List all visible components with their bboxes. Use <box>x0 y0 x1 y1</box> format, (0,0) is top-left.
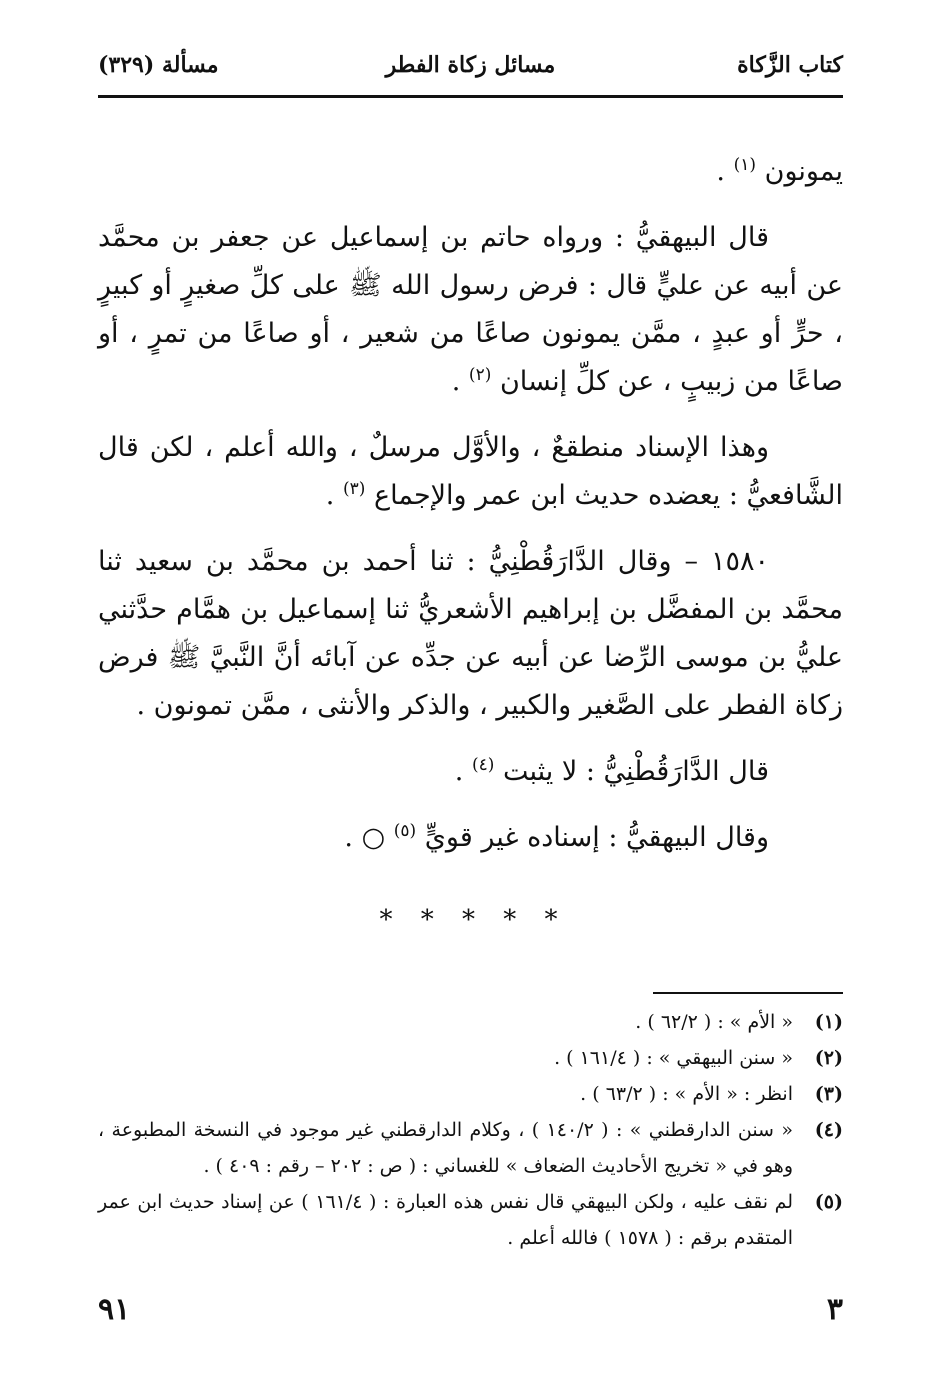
footnote-ref-4: (٤) <box>471 755 495 775</box>
paragraph-3-text: وهذا الإسناد منطقعٌ ، والأوَّل مرسلٌ ، والله أعلم ، لكن قال الشَّافعيُّ : يعضده حديث ابن عمر والإجماع <box>98 432 843 511</box>
chapter-title: مسائل زكاة الفطر <box>385 52 556 78</box>
issue-number: مسألة (٣٢٩) <box>98 52 219 78</box>
footnote-number: (١) <box>814 1011 843 1033</box>
volume-number: ٣ <box>826 1292 843 1327</box>
footnote-number: (٥) <box>814 1191 843 1213</box>
paragraph-3-end: . <box>325 480 335 511</box>
footnote-number: (٣) <box>814 1083 843 1105</box>
paragraph-5-end: . <box>454 756 464 787</box>
paragraph-1-text: يمونون <box>764 156 843 187</box>
page-number: ٩١ <box>98 1292 131 1327</box>
footnote-3 <box>98 1076 843 1112</box>
paragraph-5 <box>98 748 843 796</box>
footnote-ref-3: (٣) <box>342 479 366 499</box>
paragraph-5-text: قال الدَّارَقُطْنِيُّ : لا يثبت <box>502 756 769 787</box>
footnote-2 <box>98 1040 843 1076</box>
running-header <box>98 52 843 92</box>
footnote-text: لم نقف عليه ، ولكن البيهقي قال نفس هذه العبارة : ( ١٦١/٤ ) عن إسناد حديث ابن عمر المتقدم برقم : ( ١٥٧٨ ) فالله أعلم . <box>98 1191 794 1249</box>
paragraph-6-text: وقال البيهقيُّ : إسناده غير قويٍّ <box>424 822 769 853</box>
footnote-text: « سنن البيهقي » : ( ١٦١/٤ ) . <box>554 1047 793 1069</box>
paragraph-4 <box>98 538 843 730</box>
footnote-4 <box>98 1112 843 1184</box>
footnote-5 <box>98 1184 843 1256</box>
header-rule <box>98 95 843 98</box>
paragraph-2-end: . <box>451 366 461 397</box>
book-title: كتاب الزَّكاة <box>737 52 843 78</box>
paragraph-6 <box>98 814 843 862</box>
section-end-mark: ○ . <box>344 822 386 853</box>
section-separator: * * * * * <box>379 905 568 935</box>
paragraph-1 <box>98 148 843 196</box>
footnote-number: (٢) <box>814 1047 843 1069</box>
paragraph-3 <box>98 424 843 520</box>
paragraph-4-text: ١٥٨٠ – وقال الدَّارَقُطْنِيُّ : ثنا أحمد بن محمَّد بن سعيد ثنا محمَّد بن المفضَّل بن إبراهيم الأشعريُّ ثنا إسماعيل بن همَّام حدَّثني عليُّ بن موسى الرِّضا عن أبيه عن جدِّه عن آبائه أنَّ النَّبيَّ ﷺ فرض زكاة الفطر على الصَّغير والكبير ، والذكر والأنثى ، ممَّن تمونون . <box>98 546 843 721</box>
footnote-1 <box>98 1004 843 1040</box>
footnote-ref-1: (١) <box>733 155 757 175</box>
main-text <box>98 148 843 880</box>
footnotes <box>98 1004 843 1256</box>
footnote-text: « الأم » : ( ٦٢/٢ ) . <box>635 1011 793 1033</box>
footnote-text: انظر : « الأم » : ( ٦٣/٢ ) . <box>580 1083 793 1105</box>
footnote-ref-2: (٢) <box>468 365 492 385</box>
footnote-rule <box>653 992 843 994</box>
paragraph-2-text: قال البيهقيُّ : ورواه حاتم بن إسماعيل عن جعفر بن محمَّد عن أبيه عن عليٍّ قال : فرض رسول الله ﷺ على كلِّ صغيرٍ أو كبيرٍ ، حرٍّ أو عبدٍ ، ممَّن يمونون صاعًا من شعير ، أو صاعًا من تمرٍ ، أو صاعًا من زبيبٍ ، عن كلِّ إنسان <box>98 222 843 397</box>
paragraph-2 <box>98 214 843 406</box>
footnote-ref-5: (٥) <box>393 821 417 841</box>
paragraph-1-end: . <box>716 156 726 187</box>
footnote-text: « سنن الدارقطني » : ( ١٤٠/٢ ) ، وكلام الدارقطني غير موجود في النسخة المطبوعة ، وهو في « تخريج الأحاديث الضعاف » للغساني : ( ص : ٢٠٢ – رقم : ٤٠٩ ) . <box>98 1119 793 1177</box>
footnote-number: (٤) <box>814 1119 843 1141</box>
